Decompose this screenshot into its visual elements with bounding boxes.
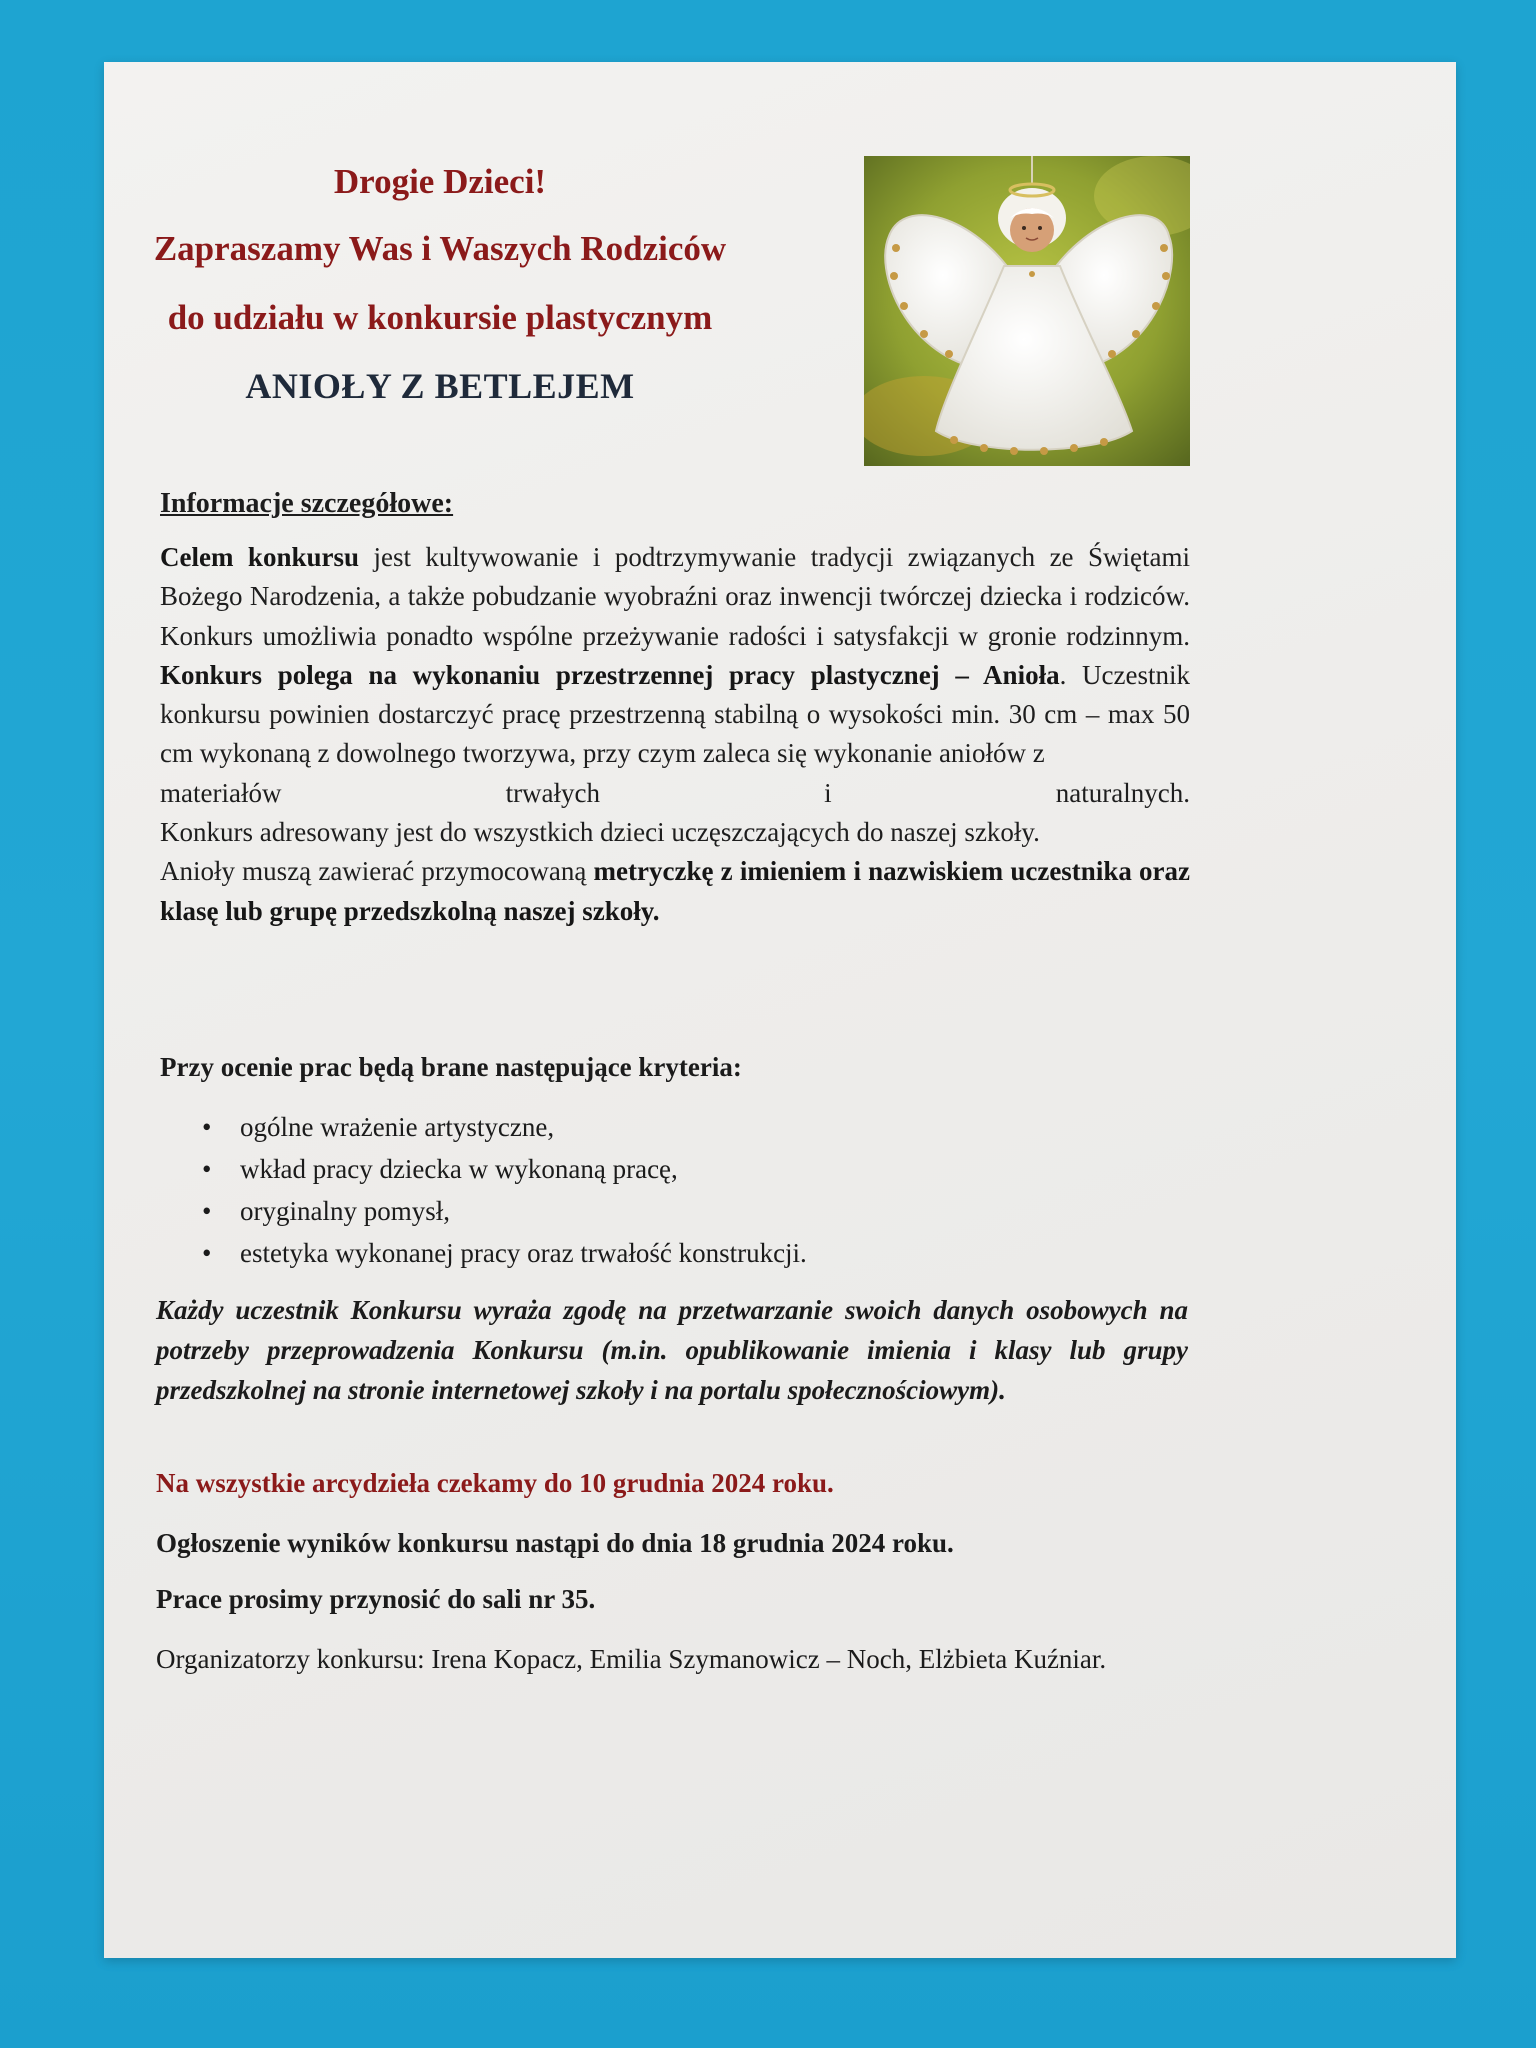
criteria-list — [160, 1106, 807, 1274]
details-paragraph-1 — [160, 538, 1190, 774]
invite-line-2: do udziału w konkursie plastycznym — [167, 298, 713, 337]
goal-label: Celem konkursu — [160, 542, 359, 572]
materials-line — [160, 774, 1190, 813]
bullet-icon: • — [202, 1196, 212, 1226]
task-description: Konkurs polega na wykonaniu przestrzennej pracy plastycznej – Anioła — [160, 659, 1060, 690]
requirements-text: . Uczestnik konkursu powinien dostarczyć pracę przestrzenną stabilną o wysokości min. 30 cm – max 50 cm wykonaną z dowolnego tworzywa, przy czym zaleca się wykonanie aniołów z — [160, 659, 1190, 769]
greeting-heading: Drogie Dzieci! — [333, 162, 547, 201]
materials-word-3: i — [824, 777, 832, 808]
label-requirement-bold: metryczkę z imieniem i nazwiskiem uczestnika oraz klasę lub grupę przedszkolną naszej szkoły. — [160, 856, 1190, 926]
criteria-item-text: estetyka wykonanej pracy oraz trwałość konstrukcji. — [240, 1238, 807, 1268]
room-line: Prace prosimy przynosić do sali nr 35. — [156, 1584, 596, 1614]
materials-word-4: naturalnych. — [1055, 777, 1190, 808]
criteria-title: Przy ocenie prac będą brane następujące kryteria: — [160, 1052, 742, 1082]
audience-text: Konkurs adresowany jest do wszystkich dzieci uczęszczających do naszej szkoły. — [160, 817, 1040, 848]
contest-title: ANIOŁY Z BETLEJEM — [245, 366, 635, 406]
invite-line-1: Zapraszamy Was i Waszych Rodziców — [153, 229, 727, 268]
list-item — [160, 1106, 807, 1148]
list-item — [160, 1190, 807, 1232]
criteria-item-text: ogólne wrażenie artystyczne, — [240, 1112, 555, 1142]
bullet-icon: • — [202, 1238, 212, 1268]
consent-note: Każdy uczestnik Konkursu wyraża zgodę na przetwarzanie swoich danych osobowych na potrzeby przeprowadzenia Konkursu (m.in. opublikowanie imienia i klasy lub grupy przedszkolnej na stronie internetowej szkoły i na portalu społecznościowym). — [156, 1295, 1188, 1405]
angel-photo — [864, 156, 1190, 466]
details-title: Informacje szczegółowe: — [160, 488, 454, 519]
results-line: Ogłoszenie wyników konkursu nastąpi do dnia 18 grudnia 2024 roku. — [156, 1528, 954, 1558]
label-requirement-text: Anioły muszą zawierać przymocowaną — [160, 856, 594, 887]
goal-text: jest kultywowanie i podtrzymywanie tradycji związanych ze Świętami Bożego Narodzenia, a także pobudzanie wyobraźni oraz inwencji twórczej dziecka i rodziców. Konkurs umożliwia ponadto wspólne przeżywanie radości i satysfakcji w gronie rodzinnym. — [160, 542, 1190, 651]
criteria-item-text: wkład pracy dziecka w wykonaną pracę, — [240, 1154, 678, 1184]
deadline-line: Na wszystkie arcydzieła czekamy do 10 grudnia 2024 roku. — [156, 1468, 834, 1498]
bullet-icon: • — [202, 1154, 212, 1184]
details-body — [160, 538, 1190, 931]
materials-word-1: materiałów — [160, 777, 282, 808]
materials-word-2: trwałych — [505, 777, 601, 808]
details-paragraph-3 — [160, 852, 1190, 931]
bullet-icon: • — [202, 1112, 212, 1142]
list-item — [160, 1148, 807, 1190]
list-item — [160, 1232, 807, 1274]
felt-angel-illustration — [864, 156, 1190, 466]
criteria-item-text: oryginalny pomysł, — [240, 1196, 450, 1226]
organizers-line: Organizatorzy konkursu: Irena Kopacz, Emilia Szymanowicz – Noch, Elżbieta Kuźniar. — [156, 1644, 1107, 1674]
